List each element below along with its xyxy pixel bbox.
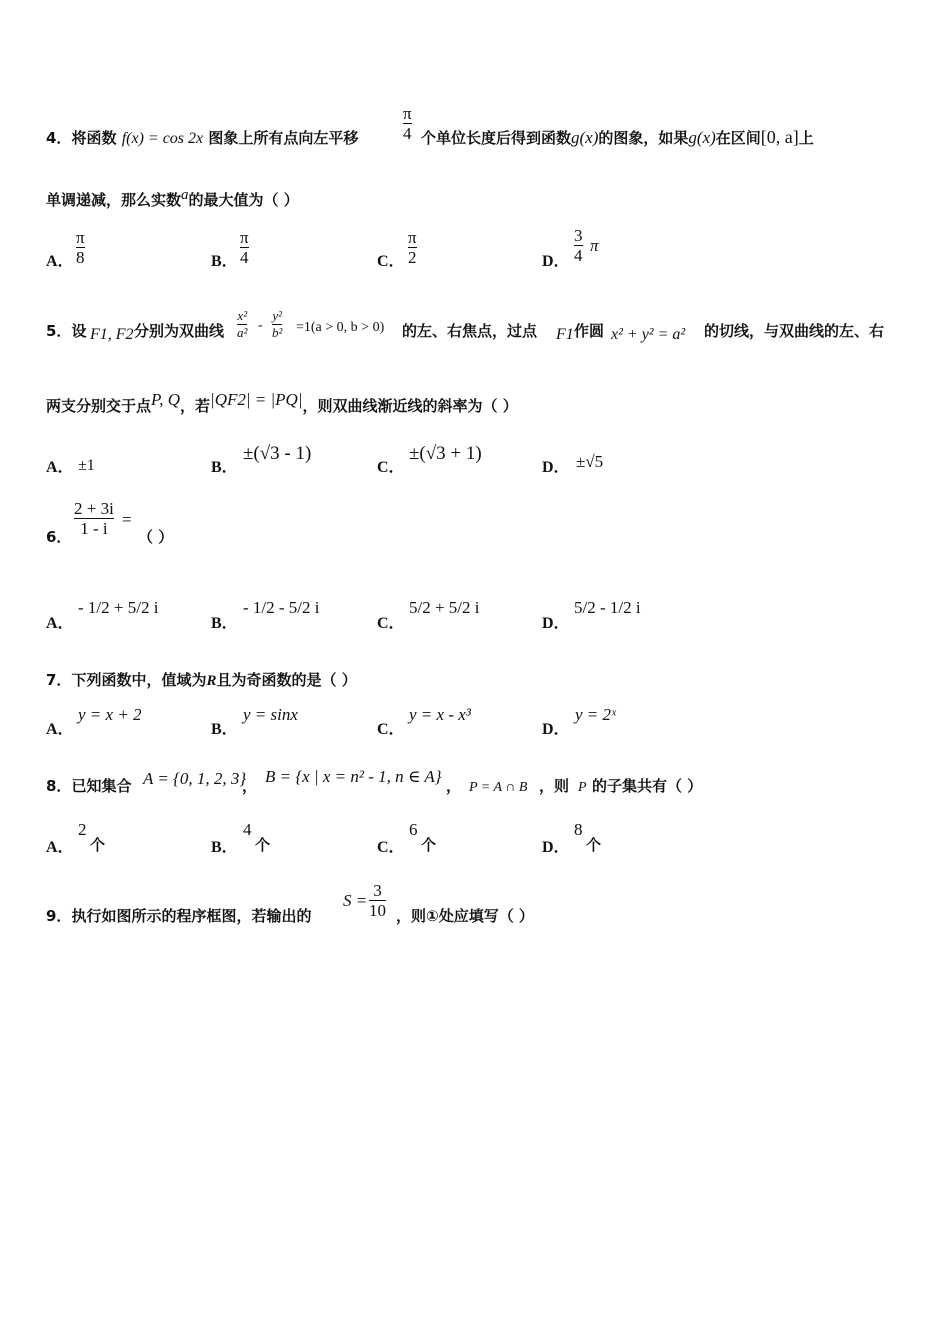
option-label: D． (542, 253, 570, 270)
q5-text: 的切线，与双曲线的左、右 (704, 322, 885, 340)
option-den: 2 (408, 248, 417, 267)
option-label: D． (542, 459, 570, 476)
option-text: y = sinx (243, 705, 298, 724)
q9-number: 9． (46, 907, 72, 925)
q4-text: 将函数 (71, 129, 117, 147)
q7-R: R (206, 673, 217, 689)
option-num: π (76, 228, 85, 247)
q5-hyp-y (272, 308, 282, 341)
q5-foci: F1, F2 (90, 326, 134, 343)
q4-number: 4． (46, 129, 72, 147)
q8-line1 (46, 775, 131, 796)
option-text: 5/2 - 1/2 i (574, 598, 641, 617)
option-label: A． (46, 721, 74, 738)
q5-text: 设 (71, 322, 87, 340)
option-label: B． (211, 839, 238, 856)
frac-den: b² (272, 325, 283, 340)
frac-num: y² (272, 308, 283, 323)
q9-text: ，则①处应填写（ ） (396, 907, 534, 925)
equals-sign: = (122, 510, 132, 529)
q5-text: ，则双曲线渐近线的斜率为（ ） (302, 397, 518, 415)
option-number: 4 (243, 820, 252, 839)
option-label: B． (211, 721, 238, 738)
q8-text: 的子集共有（ ） (592, 777, 703, 795)
option-label: A． (46, 459, 74, 476)
q6-paren: （ ） (138, 528, 174, 546)
q8-text: 已知集合 (71, 777, 132, 795)
option-num: π (408, 228, 417, 247)
q4-line1 (46, 127, 358, 148)
option-label: C． (377, 721, 405, 738)
option-den: 8 (76, 248, 85, 267)
q8-text: ，则 (539, 777, 570, 795)
frac-num: 3 (373, 881, 382, 900)
q9-line1 (46, 905, 311, 926)
q5-line1 (46, 320, 86, 341)
q8-comma: ， (446, 777, 462, 795)
q7-number: 7． (46, 671, 72, 689)
q5-text: 两支分别交于点 (46, 397, 152, 415)
q5-number: 5． (46, 322, 72, 340)
q4-text: 的最大值为（ ） (188, 191, 299, 209)
q9-fraction (369, 881, 386, 920)
option-label: A． (46, 615, 74, 632)
q4-gx: g(x) (571, 128, 599, 147)
q5-text: ，若 (180, 397, 211, 415)
option-label: C． (377, 615, 405, 632)
q9-s: S = (343, 891, 368, 910)
q5-f1: F1 (556, 326, 574, 343)
q4-text: 的图象，如果 (598, 129, 689, 147)
frac-num: x² (237, 308, 248, 323)
option-text: y = x - x³ (409, 705, 471, 724)
q5-pq: P, Q (151, 390, 180, 409)
q5-circle: x² + y² = a² (611, 326, 686, 343)
q5-line2 (46, 390, 518, 416)
option-suffix: π (590, 236, 599, 255)
q7-line1 (46, 669, 357, 690)
option-number: 8 (574, 820, 583, 839)
option-text: ±(√3 - 1) (243, 443, 312, 464)
option-num: 3 (574, 226, 583, 245)
option-number: 6 (409, 820, 418, 839)
option-unit: 个 (586, 836, 602, 854)
q4-text: 单调递减，那么实数 (46, 191, 182, 209)
option-label: B． (211, 459, 238, 476)
q6-fraction (74, 499, 114, 538)
option-text: ±(√3 + 1) (409, 443, 482, 464)
q8-set-p: P = A ∩ B (469, 780, 528, 795)
option-fraction (240, 228, 249, 267)
option-text: ±√5 (576, 452, 604, 471)
frac-num: 2 + 3i (74, 499, 114, 518)
q4-fx: f(x) = cos 2x (121, 130, 204, 147)
option-den: 4 (574, 246, 583, 265)
option-unit: 个 (90, 836, 106, 854)
option-text: ±1 (78, 457, 95, 474)
q5-hyp-condition: =1(a > 0, b > 0) (296, 320, 385, 335)
option-number: 2 (78, 820, 87, 839)
option-unit: 个 (421, 836, 437, 854)
q5-text: 的左、右焦点，过点 (402, 322, 538, 340)
q4-line2 (46, 189, 299, 210)
q4-var-a: a (181, 187, 189, 203)
q5-text: 作圆 (574, 322, 605, 340)
option-text: y = x + 2 (78, 705, 142, 724)
option-label: D． (542, 615, 570, 632)
option-text: - 1/2 - 5/2 i (243, 598, 320, 617)
q5-condition: |QF2| = |PQ| (210, 390, 303, 409)
option-label: C． (377, 839, 405, 856)
option-den: 4 (240, 248, 249, 267)
q5-hyp-x (237, 308, 247, 341)
q4-text: 个单位长度后得到函数 (421, 129, 572, 147)
option-unit: 个 (255, 836, 271, 854)
option-text: 5/2 + 5/2 i (409, 598, 480, 617)
q8-set-b: B = {x | x = n² - 1, n ∈ A} (265, 767, 442, 786)
option-label: C． (377, 253, 405, 270)
q7-text: 下列函数中，值域为 (71, 671, 207, 689)
frac-den: 1 - i (80, 519, 108, 538)
q8-P: P (578, 780, 587, 795)
option-text: y = 2ˣ (575, 705, 616, 724)
q4-text: 上 (798, 129, 814, 147)
frac-den: a² (237, 325, 248, 340)
option-label: A． (46, 839, 74, 856)
q7-text: 且为奇函数的是（ ） (216, 671, 357, 689)
q8-set-a: A = {0, 1, 2, 3} (143, 769, 247, 788)
option-label: C． (377, 459, 405, 476)
q4-shift-num: π (403, 104, 412, 123)
q9-text: 执行如图所示的程序框图，若输出的 (71, 907, 312, 925)
q4-gx2: g(x) (688, 128, 716, 147)
option-num: π (240, 228, 249, 247)
option-fraction (574, 226, 583, 265)
q4-text: 图象上所有点向左平移 (208, 129, 359, 147)
option-fraction (76, 228, 85, 267)
option-label: D． (542, 839, 570, 856)
q4-text: 在区间 (715, 129, 761, 147)
option-label: B． (211, 253, 238, 270)
option-text: - 1/2 + 5/2 i (78, 598, 159, 617)
option-label: D． (542, 721, 570, 738)
q4-interval: [0, a] (760, 127, 799, 147)
q5-text: 分别为双曲线 (134, 322, 225, 340)
option-label: B． (211, 615, 238, 632)
q4-shift-fraction (403, 104, 412, 143)
q8-comma: ， (242, 777, 258, 795)
option-fraction (408, 228, 417, 267)
q8-number: 8． (46, 777, 72, 795)
q6-number: 6． (46, 528, 72, 546)
frac-den: 10 (369, 901, 386, 920)
q4-line1b (421, 127, 814, 148)
minus-sign: - (258, 318, 263, 333)
q4-shift-den: 4 (403, 124, 412, 143)
option-label: A． (46, 253, 74, 270)
